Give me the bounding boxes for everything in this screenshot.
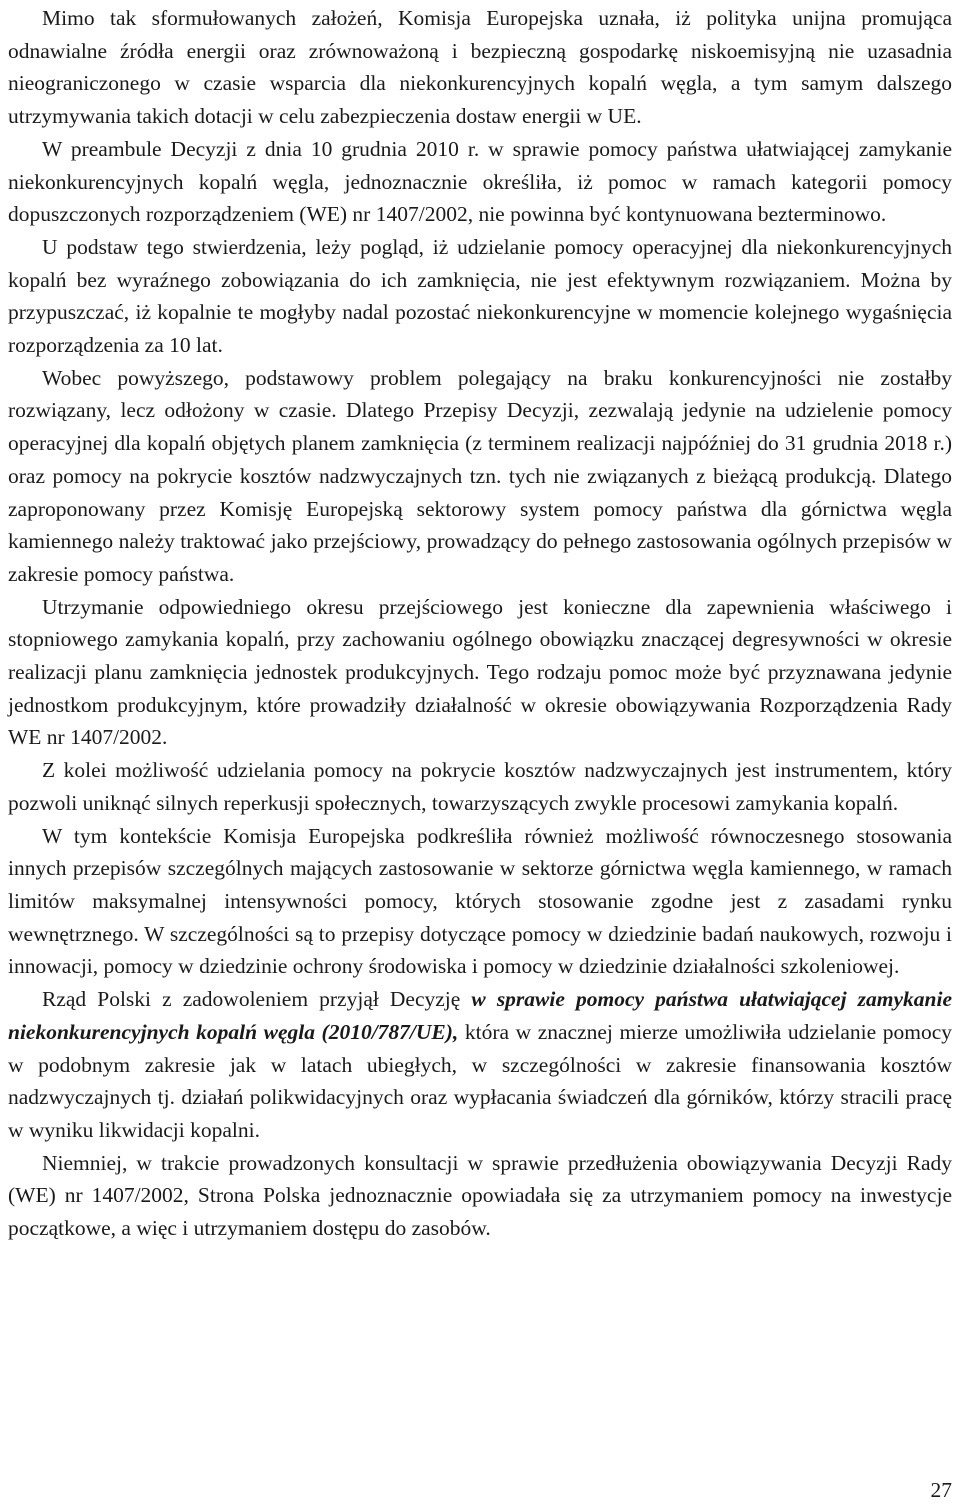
decision-text-before: Rząd Polski z zadowoleniem przyjął Decyzję bbox=[42, 987, 472, 1012]
page-number: 27 bbox=[930, 1478, 952, 1502]
paragraph-3: U podstaw tego stwierdzenia, leży pogląd, iż udzielanie pomocy operacyjnej dla niekonkurencyjnych kopalń bez wyraźnego zobowiązania do ich zamknięcia, nie jest efektywnym rozwiązaniem. Można by przypuszczać, iż kopalnie te mogłyby nadal pozostać niekonkurencyjne w momencie kolejnego wygaśnięcia rozporządzenia za 10 lat. bbox=[8, 234, 952, 358]
paragraph-decision bbox=[8, 983, 952, 1147]
paragraph-4: Wobec powyższego, podstawowy problem polegający na braku konkurencyjności nie zostałby rozwiązany, lecz odłożony w czasie. Dlatego Przepisy Decyzji, zezwalają jedynie na udzielenie pomocy operacyjnej dla kopalń objętych planem zamknięcia (z terminem realizacji najpóźniej do 31 grudnia 2018 r.) oraz pomocy na pokrycie kosztów nadzwyczajnych tzn. tych nie związanych z bieżącą produkcją. Dlatego zaproponowany przez Komisję Europejską sektorowy system pomocy państwa dla górnictwa węgla kamiennego należy traktować jako przejściowy, prowadzący do pełnego zastosowania ogólnych przepisów w zakresie pomocy państwa. bbox=[8, 365, 952, 586]
paragraph-final: Niemniej, w trakcie prowadzonych konsultacji w sprawie przedłużenia obowiązywania Decyzji Rady (WE) nr 1407/2002, Strona Polska jednoznacznie opowiadała się za utrzymaniem pomocy na inwestycje początkowe, a więc i utrzymaniem dostępu do zasobów. bbox=[8, 1150, 952, 1241]
decision-text-after: która w znacznej mierze umożliwiła udzielanie pomocy w podobnym zakresie jak w latach ubiegłych, w szczególności w zakresie finansowania kosztów nadzwyczajnych tj. działań polikwidacyjnych oraz wypłacania świadczeń dla górników, którzy stracili pracę w wyniku likwidacji kopalni. bbox=[8, 1019, 952, 1142]
paragraph-7: W tym kontekście Komisja Europejska podkreśliła również możliwość równoczesnego stosowania innych przepisów szczególnych mających zastosowanie w sektorze górnictwa węgla kamiennego, w ramach limitów maksymalnej intensywności pomocy, których stosowanie zgodne jest z zasadami rynku wewnętrznego. W szczególności są to przepisy dotyczące pomocy w dziedzinie badań naukowych, rozwoju i innowacji, pomocy w dziedzinie ochrony środowiska i pomocy w dziedzinie działalności szkoleniowej. bbox=[8, 823, 952, 979]
paragraph-5: Utrzymanie odpowiedniego okresu przejściowego jest konieczne dla zapewnienia właściwego i stopniowego zamykania kopalń, przy zachowaniu ogólnego obowiązku znaczącej degresywności w okresie realizacji planu zamknięcia jednostek produkcyjnych. Tego rodzaju pomoc może być przyznawana jedynie jednostkom produkcyjnym, które prowadziły działalność w okresie obowiązywania Rozporządzenia Rady WE nr 1407/2002. bbox=[8, 594, 952, 750]
page-body bbox=[8, 2, 952, 1245]
paragraph-6: Z kolei możliwość udzielania pomocy na pokrycie kosztów nadzwyczajnych jest instrumentem, który pozwoli uniknąć silnych reperkusji społecznych, towarzyszących zwykle procesowi zamykania kopalń. bbox=[8, 758, 952, 815]
decision-title-emphasis: w sprawie pomocy państwa ułatwiającej zamykanie niekonkurencyjnych kopalń węgla (2010/787/UE), bbox=[8, 987, 952, 1044]
paragraph-1: Mimo tak sformułowanych założeń, Komisja Europejska uznała, iż polityka unijna promująca odnawialne źródła energii oraz zrównoważoną i bezpieczną gospodarkę niskoemisyjną nie uzasadnia nieograniczonego w czasie wsparcia dla niekonkurencyjnych kopalń węgla, a tym samym dalszego utrzymywania takich dotacji w celu zabezpieczenia dostaw energii w UE. bbox=[8, 6, 952, 129]
paragraph-2: W preambule Decyzji z dnia 10 grudnia 2010 r. w sprawie pomocy państwa ułatwiającej zamykanie niekonkurencyjnych kopalń węgla, jednoznacznie określiła, iż pomoc w ramach kategorii pomocy dopuszczonych rozporządzeniem (WE) nr 1407/2002, nie powinna być kontynuowana bezterminowo. bbox=[8, 136, 952, 227]
